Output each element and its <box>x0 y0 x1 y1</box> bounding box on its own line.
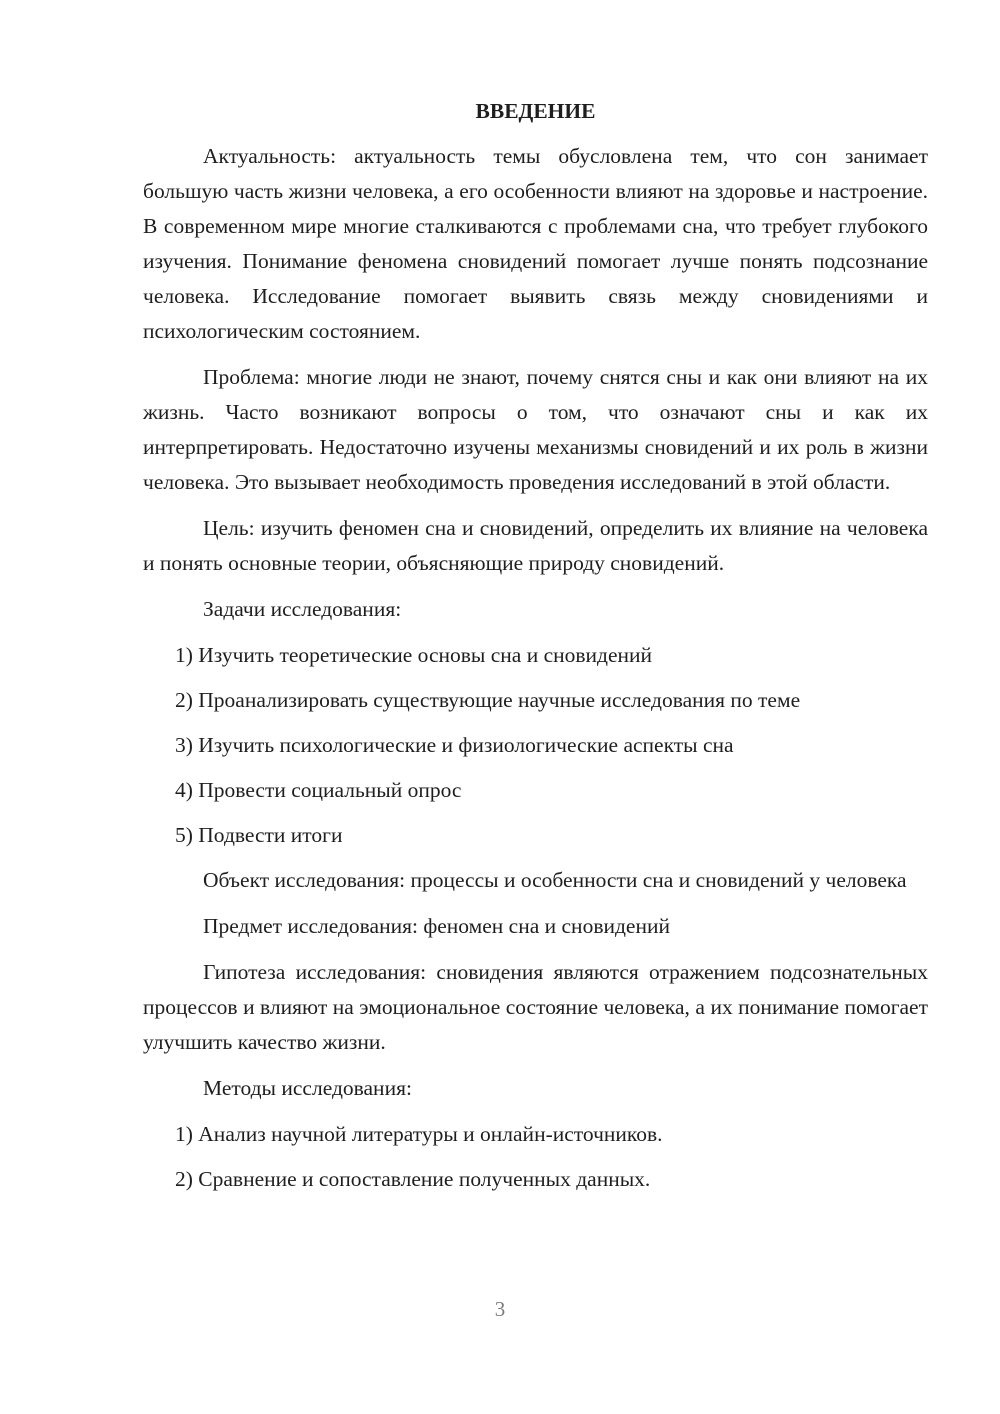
method-item: 1) Анализ научной литературы и онлайн-источников. <box>175 1122 663 1146</box>
task-item: 1) Изучить теоретические основы сна и сновидений <box>175 643 653 667</box>
methods-list <box>143 1117 928 1197</box>
problem-paragraph: Проблема: многие люди не знают, почему снятся сны и как они влияют на их жизнь. Часто возникают вопросы о том, что означают сны и как их интерпретировать. Недостаточно изучены механизмы сновидений и их роль в жизни человека. Это вызывает необходимость проведения исследований в этой области. <box>143 365 928 494</box>
goal-paragraph: Цель: изучить феномен сна и сновидений, определить их влияние на человека и понять основные теории, объясняющие природу сновидений. <box>143 516 928 575</box>
task-item: 5) Подвести итоги <box>175 823 343 847</box>
methods-title: Методы исследования: <box>203 1076 412 1100</box>
tasks-title: Задачи исследования: <box>203 597 402 621</box>
page-content <box>143 94 928 1207</box>
task-item: 2) Проанализировать существующие научные исследования по теме <box>175 688 801 712</box>
task-item: 3) Изучить психологические и физиологические аспекты сна <box>175 733 734 757</box>
relevance-paragraph: Актуальность: актуальность темы обусловлена тем, что сон занимает большую часть жизни человека, а его особенности влияют на здоровье и настроение. В современном мире многие сталкиваются с проблемами сна, что требует глубокого изучения. Понимание феномена сновидений помогает лучше понять подсознание человека. Исследование помогает выявить связь между сновидениями и психологическим состоянием. <box>143 144 928 343</box>
object-paragraph: Объект исследования: процессы и особенности сна и сновидений у человека <box>203 868 907 892</box>
page-number: 3 <box>494 1297 506 1321</box>
section-heading: ВВЕДЕНИЕ <box>475 99 596 123</box>
tasks-list <box>143 638 928 853</box>
subject-paragraph: Предмет исследования: феномен сна и сновидений <box>203 914 670 938</box>
task-item: 4) Провести социальный опрос <box>175 778 462 802</box>
hypothesis-paragraph: Гипотеза исследования: сновидения являются отражением подсознательных процессов и влияют на эмоциональное состояние человека, а их понимание помогает улучшить качество жизни. <box>143 960 928 1054</box>
method-item: 2) Сравнение и сопоставление полученных данных. <box>175 1167 651 1191</box>
